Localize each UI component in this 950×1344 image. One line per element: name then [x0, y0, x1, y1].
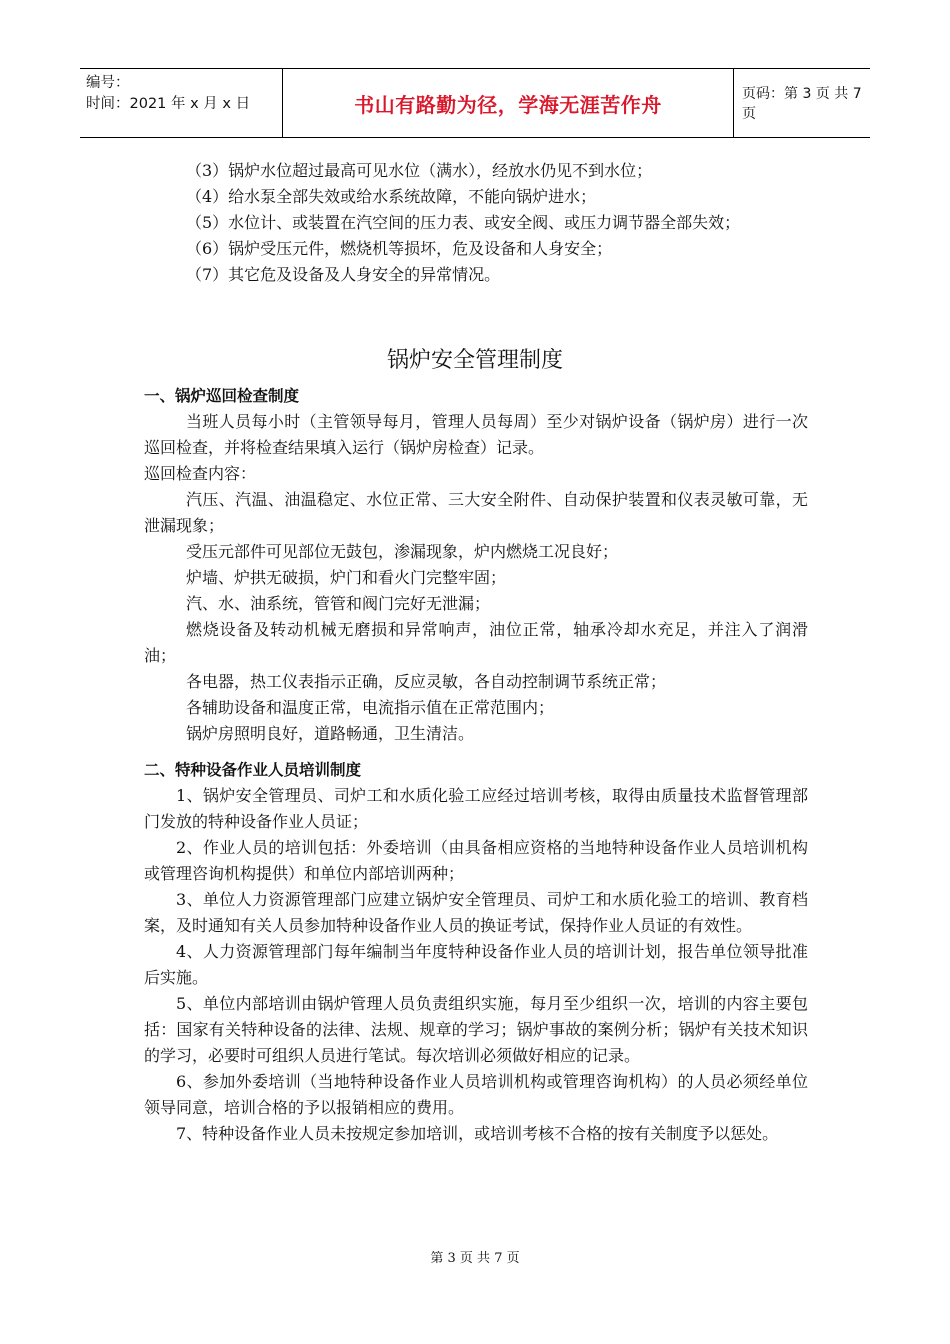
intro-item: （4）给水泵全部失效或给水系统故障，不能向锅炉进水； — [186, 187, 597, 206]
intro-item: （6）锅炉受压元件，燃烧机等损坏，危及设备和人身安全； — [186, 239, 613, 258]
page-footer: 第 3 页 共 7 页 — [430, 1251, 520, 1266]
page-header — [80, 68, 870, 138]
training-item: 2、作业人员的培训包括：外委培训（由具备相应资格的当地特种设备作业人员培训机构或管理咨询机构提供）和单位内部培训两种； — [144, 838, 808, 883]
check-item: 炉墙、炉拱无破损，炉门和看火门完整牢固； — [186, 568, 507, 587]
intro-item: （7）其它危及设备及人身安全的异常情况。 — [186, 265, 501, 284]
check-item: 各辅助设备和温度正常，电流指示值在正常范围内； — [186, 698, 555, 717]
section-1 — [144, 383, 808, 747]
header-motto: 书山有路勤为径，学海无涯苦作舟 — [354, 92, 662, 117]
check-item: 汽、水、油系统，管管和阀门完好无泄漏； — [186, 594, 491, 613]
header-motto-cell — [282, 69, 734, 137]
intro-list — [144, 158, 808, 288]
header-page-cell — [734, 69, 870, 137]
training-item: 3、单位人力资源管理部门应建立锅炉安全管理员、司炉工和水质化验工的培训、教育档案，及时通知有关人员参加特种设备作业人员的换证考试，保持作业人员证的有效性。 — [144, 890, 808, 935]
document-number-label: 编号： — [86, 75, 130, 91]
section-1-intro: 当班人员每小时（主管领导每月，管理人员每周）至少对锅炉设备（锅炉房）进行一次巡回检查，并将检查结果填入运行（锅炉房检查）记录。 — [144, 412, 808, 457]
training-item: 1、锅炉安全管理员、司炉工和水质化验工应经过培训考核，取得由质量技术监督管理部门发放的特种设备作业人员证； — [144, 786, 808, 831]
training-item: 4、人力资源管理部门每年编制当年度特种设备作业人员的培训计划，报告单位领导批准后实施。 — [144, 942, 808, 987]
document-date-label: 时间：2021 年 x 月 x 日 — [86, 96, 251, 112]
header-meta — [80, 69, 282, 137]
document-title: 锅炉安全管理制度 — [386, 348, 563, 373]
intro-item: （5）水位计、或装置在汽空间的压力表、或安全阀、或压力调节器全部失效； — [186, 213, 741, 232]
training-item: 7、特种设备作业人员未按规定参加培训，或培训考核不合格的按有关制度予以惩处。 — [176, 1124, 779, 1143]
check-item: 汽压、汽温、油温稳定、水位正常、三大安全附件、自动保护装置和仪表灵敏可靠，无泄漏现象； — [144, 490, 808, 535]
training-item: 5、单位内部培训由锅炉管理人员负责组织实施，每月至少组织一次，培训的内容主要包括：国家有关特种设备的法律、法规、规章的学习；锅炉事故的案例分析；锅炉有关技术知识的学习，必要时可组织人员进行笔试。每次培训必须做好相应的记录。 — [144, 994, 808, 1065]
intro-item: （3）锅炉水位超过最高可见水位（满水），经放水仍见不到水位； — [186, 161, 653, 180]
training-item: 6、参加外委培训（当地特种设备作业人员培训机构或管理咨询机构）的人员必须经单位领导同意，培训合格的予以报销相应的费用。 — [144, 1072, 808, 1117]
section-1-list-label: 巡回检查内容： — [144, 464, 257, 483]
check-item: 受压元部件可见部位无鼓包，渗漏现象，炉内燃烧工况良好； — [186, 542, 619, 561]
section-2 — [144, 757, 808, 1147]
section-2-heading: 二、特种设备作业人员培训制度 — [144, 761, 362, 779]
check-item: 锅炉房照明良好，道路畅通，卫生清洁。 — [186, 724, 475, 743]
check-item: 燃烧设备及转动机械无磨损和异常响声，油位正常，轴承冷却水充足，并注入了润滑油； — [144, 620, 808, 665]
check-item: 各电器，热工仪表指示正确，反应灵敏，各自动控制调节系统正常； — [186, 672, 667, 691]
section-1-heading: 一、锅炉巡回检查制度 — [144, 387, 300, 405]
header-page-number: 页码：第 3 页 共 7 页 — [742, 86, 862, 122]
